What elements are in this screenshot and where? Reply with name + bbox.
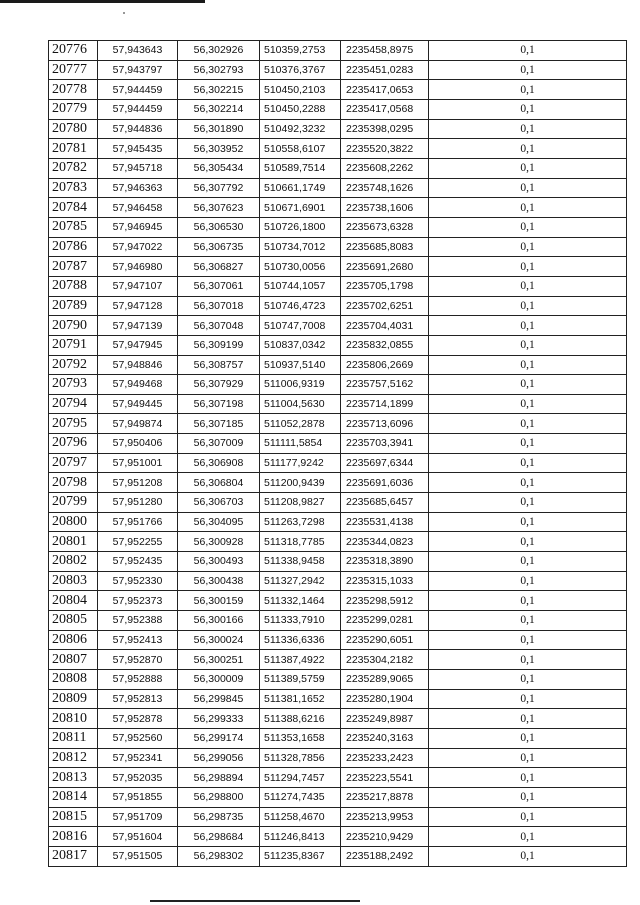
y-coordinate-cell: 2235249,8987 (341, 709, 429, 729)
table-row (49, 80, 627, 100)
table-row (49, 591, 627, 611)
value-cell: 0,1 (429, 414, 627, 434)
latitude-cell: 57,946363 (98, 178, 178, 198)
table-row (49, 296, 627, 316)
longitude-cell: 56,307061 (178, 276, 260, 296)
longitude-cell: 56,298735 (178, 807, 260, 827)
table-row (49, 198, 627, 218)
longitude-cell: 56,307623 (178, 198, 260, 218)
y-coordinate-cell: 2235673,6328 (341, 217, 429, 237)
latitude-cell: 57,943643 (98, 41, 178, 61)
point-id-cell: 20808 (49, 670, 98, 690)
value-cell: 0,1 (429, 335, 627, 355)
latitude-cell: 57,947022 (98, 237, 178, 257)
latitude-cell: 57,947945 (98, 335, 178, 355)
value-cell: 0,1 (429, 158, 627, 178)
y-coordinate-cell: 2235685,6457 (341, 493, 429, 513)
y-coordinate-cell: 2235298,5912 (341, 591, 429, 611)
y-coordinate-cell: 2235318,3890 (341, 552, 429, 572)
point-id-cell: 20804 (49, 591, 98, 611)
y-coordinate-cell: 2235704,4031 (341, 316, 429, 336)
latitude-cell: 57,952255 (98, 532, 178, 552)
y-coordinate-cell: 2235691,2680 (341, 257, 429, 277)
latitude-cell: 57,951604 (98, 827, 178, 847)
bottom-rule (150, 900, 360, 902)
point-id-cell: 20797 (49, 453, 98, 473)
value-cell: 0,1 (429, 237, 627, 257)
y-coordinate-cell: 2235280,1904 (341, 689, 429, 709)
longitude-cell: 56,304095 (178, 512, 260, 532)
point-id-cell: 20784 (49, 198, 98, 218)
y-coordinate-cell: 2235304,2182 (341, 650, 429, 670)
point-id-cell: 20785 (49, 217, 98, 237)
longitude-cell: 56,307198 (178, 394, 260, 414)
latitude-cell: 57,952560 (98, 728, 178, 748)
latitude-cell: 57,952870 (98, 650, 178, 670)
longitude-cell: 56,298302 (178, 846, 260, 866)
point-id-cell: 20803 (49, 571, 98, 591)
point-id-cell: 20812 (49, 748, 98, 768)
x-coordinate-cell: 511389,5759 (260, 670, 341, 690)
y-coordinate-cell: 2235691,6036 (341, 473, 429, 493)
point-id-cell: 20792 (49, 355, 98, 375)
y-coordinate-cell: 2235289,9065 (341, 670, 429, 690)
latitude-cell: 57,951280 (98, 493, 178, 513)
y-coordinate-cell: 2235757,5162 (341, 375, 429, 395)
longitude-cell: 56,306530 (178, 217, 260, 237)
x-coordinate-cell: 511052,2878 (260, 414, 341, 434)
point-id-cell: 20777 (49, 60, 98, 80)
table-row (49, 158, 627, 178)
latitude-cell: 57,946980 (98, 257, 178, 277)
x-coordinate-cell: 510734,7012 (260, 237, 341, 257)
x-coordinate-cell: 510671,6901 (260, 198, 341, 218)
x-coordinate-cell: 510492,3232 (260, 119, 341, 139)
x-coordinate-cell: 510726,1800 (260, 217, 341, 237)
point-id-cell: 20783 (49, 178, 98, 198)
value-cell: 0,1 (429, 807, 627, 827)
y-coordinate-cell: 2235685,8083 (341, 237, 429, 257)
y-coordinate-cell: 2235832,0855 (341, 335, 429, 355)
value-cell: 0,1 (429, 473, 627, 493)
table-row (49, 316, 627, 336)
table-row (49, 787, 627, 807)
longitude-cell: 56,301890 (178, 119, 260, 139)
x-coordinate-cell: 510730,0056 (260, 257, 341, 277)
longitude-cell: 56,302214 (178, 99, 260, 119)
x-coordinate-cell: 511332,1464 (260, 591, 341, 611)
longitude-cell: 56,305434 (178, 158, 260, 178)
y-coordinate-cell: 2235738,1606 (341, 198, 429, 218)
x-coordinate-cell: 510661,1749 (260, 178, 341, 198)
value-cell: 0,1 (429, 552, 627, 572)
value-cell: 0,1 (429, 768, 627, 788)
table-row (49, 512, 627, 532)
latitude-cell: 57,952341 (98, 748, 178, 768)
longitude-cell: 56,302793 (178, 60, 260, 80)
x-coordinate-cell: 511004,5630 (260, 394, 341, 414)
longitude-cell: 56,300928 (178, 532, 260, 552)
table-row (49, 689, 627, 709)
value-cell: 0,1 (429, 709, 627, 729)
longitude-cell: 56,306703 (178, 493, 260, 513)
value-cell: 0,1 (429, 532, 627, 552)
point-id-cell: 20815 (49, 807, 98, 827)
longitude-cell: 56,298684 (178, 827, 260, 847)
x-coordinate-cell: 510837,0342 (260, 335, 341, 355)
x-coordinate-cell: 511200,9439 (260, 473, 341, 493)
table-row (49, 119, 627, 139)
x-coordinate-cell: 511328,7856 (260, 748, 341, 768)
table-row (49, 178, 627, 198)
latitude-cell: 57,951766 (98, 512, 178, 532)
latitude-cell: 57,948846 (98, 355, 178, 375)
latitude-cell: 57,951855 (98, 787, 178, 807)
value-cell: 0,1 (429, 217, 627, 237)
point-id-cell: 20805 (49, 611, 98, 631)
value-cell: 0,1 (429, 748, 627, 768)
table-row (49, 257, 627, 277)
point-id-cell: 20796 (49, 434, 98, 454)
table-row (49, 748, 627, 768)
value-cell: 0,1 (429, 846, 627, 866)
y-coordinate-cell: 2235344,0823 (341, 532, 429, 552)
x-coordinate-cell: 510747,7008 (260, 316, 341, 336)
table-row (49, 473, 627, 493)
longitude-cell: 56,298800 (178, 787, 260, 807)
latitude-cell: 57,947139 (98, 316, 178, 336)
x-coordinate-cell: 510558,6107 (260, 139, 341, 159)
x-coordinate-cell: 511318,7785 (260, 532, 341, 552)
x-coordinate-cell: 511006,9319 (260, 375, 341, 395)
value-cell: 0,1 (429, 375, 627, 395)
table-row (49, 60, 627, 80)
x-coordinate-cell: 510450,2103 (260, 80, 341, 100)
point-id-cell: 20793 (49, 375, 98, 395)
latitude-cell: 57,949468 (98, 375, 178, 395)
y-coordinate-cell: 2235451,0283 (341, 60, 429, 80)
table-row (49, 768, 627, 788)
value-cell: 0,1 (429, 296, 627, 316)
value-cell: 0,1 (429, 41, 627, 61)
value-cell: 0,1 (429, 630, 627, 650)
value-cell: 0,1 (429, 434, 627, 454)
value-cell: 0,1 (429, 80, 627, 100)
point-id-cell: 20788 (49, 276, 98, 296)
longitude-cell: 56,307018 (178, 296, 260, 316)
latitude-cell: 57,947128 (98, 296, 178, 316)
value-cell: 0,1 (429, 257, 627, 277)
point-id-cell: 20776 (49, 41, 98, 61)
latitude-cell: 57,951505 (98, 846, 178, 866)
point-id-cell: 20813 (49, 768, 98, 788)
x-coordinate-cell: 511258,4670 (260, 807, 341, 827)
latitude-cell: 57,949445 (98, 394, 178, 414)
y-coordinate-cell: 2235417,0568 (341, 99, 429, 119)
longitude-cell: 56,300024 (178, 630, 260, 650)
value-cell: 0,1 (429, 591, 627, 611)
point-id-cell: 20810 (49, 709, 98, 729)
x-coordinate-cell: 511338,9458 (260, 552, 341, 572)
point-id-cell: 20790 (49, 316, 98, 336)
value-cell: 0,1 (429, 728, 627, 748)
latitude-cell: 57,952435 (98, 552, 178, 572)
y-coordinate-cell: 2235417,0653 (341, 80, 429, 100)
x-coordinate-cell: 511327,2942 (260, 571, 341, 591)
latitude-cell: 57,944459 (98, 99, 178, 119)
table-row (49, 139, 627, 159)
point-id-cell: 20786 (49, 237, 98, 257)
y-coordinate-cell: 2235713,6096 (341, 414, 429, 434)
x-coordinate-cell: 511235,8367 (260, 846, 341, 866)
point-id-cell: 20799 (49, 493, 98, 513)
longitude-cell: 56,306827 (178, 257, 260, 277)
longitude-cell: 56,306735 (178, 237, 260, 257)
latitude-cell: 57,952373 (98, 591, 178, 611)
table-row (49, 335, 627, 355)
value-cell: 0,1 (429, 355, 627, 375)
x-coordinate-cell: 511246,8413 (260, 827, 341, 847)
value-cell: 0,1 (429, 787, 627, 807)
longitude-cell: 56,300251 (178, 650, 260, 670)
latitude-cell: 57,951709 (98, 807, 178, 827)
latitude-cell: 57,944836 (98, 119, 178, 139)
y-coordinate-cell: 2235398,0295 (341, 119, 429, 139)
y-coordinate-cell: 2235748,1626 (341, 178, 429, 198)
longitude-cell: 56,299174 (178, 728, 260, 748)
longitude-cell: 56,307048 (178, 316, 260, 336)
value-cell: 0,1 (429, 119, 627, 139)
value-cell: 0,1 (429, 689, 627, 709)
latitude-cell: 57,952888 (98, 670, 178, 690)
table-row (49, 611, 627, 631)
table-row (49, 552, 627, 572)
latitude-cell: 57,946945 (98, 217, 178, 237)
longitude-cell: 56,302215 (178, 80, 260, 100)
longitude-cell: 56,309199 (178, 335, 260, 355)
value-cell: 0,1 (429, 650, 627, 670)
x-coordinate-cell: 510744,1057 (260, 276, 341, 296)
y-coordinate-cell: 2235217,8878 (341, 787, 429, 807)
table-row (49, 728, 627, 748)
value-cell: 0,1 (429, 493, 627, 513)
longitude-cell: 56,299845 (178, 689, 260, 709)
x-coordinate-cell: 511353,1658 (260, 728, 341, 748)
x-coordinate-cell: 510450,2288 (260, 99, 341, 119)
point-id-cell: 20787 (49, 257, 98, 277)
point-id-cell: 20780 (49, 119, 98, 139)
x-coordinate-cell: 511177,9242 (260, 453, 341, 473)
longitude-cell: 56,306908 (178, 453, 260, 473)
table-row (49, 434, 627, 454)
value-cell: 0,1 (429, 453, 627, 473)
latitude-cell: 57,950406 (98, 434, 178, 454)
point-id-cell: 20794 (49, 394, 98, 414)
point-id-cell: 20791 (49, 335, 98, 355)
y-coordinate-cell: 2235806,2669 (341, 355, 429, 375)
value-cell: 0,1 (429, 276, 627, 296)
longitude-cell: 56,307792 (178, 178, 260, 198)
table-row (49, 375, 627, 395)
longitude-cell: 56,299056 (178, 748, 260, 768)
longitude-cell: 56,307009 (178, 434, 260, 454)
top-rule (0, 0, 205, 3)
latitude-cell: 57,952878 (98, 709, 178, 729)
latitude-cell: 57,952813 (98, 689, 178, 709)
x-coordinate-cell: 511294,7457 (260, 768, 341, 788)
table-body (49, 41, 627, 867)
table-row (49, 99, 627, 119)
latitude-cell: 57,952413 (98, 630, 178, 650)
point-id-cell: 20814 (49, 787, 98, 807)
x-coordinate-cell: 511333,7910 (260, 611, 341, 631)
value-cell: 0,1 (429, 139, 627, 159)
y-coordinate-cell: 2235714,1899 (341, 394, 429, 414)
y-coordinate-cell: 2235608,2262 (341, 158, 429, 178)
latitude-cell: 57,943797 (98, 60, 178, 80)
y-coordinate-cell: 2235703,3941 (341, 434, 429, 454)
latitude-cell: 57,944459 (98, 80, 178, 100)
x-coordinate-cell: 511381,1652 (260, 689, 341, 709)
latitude-cell: 57,945435 (98, 139, 178, 159)
x-coordinate-cell: 511208,9827 (260, 493, 341, 513)
y-coordinate-cell: 2235210,9429 (341, 827, 429, 847)
latitude-cell: 57,947107 (98, 276, 178, 296)
table-row (49, 807, 627, 827)
longitude-cell: 56,307185 (178, 414, 260, 434)
y-coordinate-cell: 2235233,2423 (341, 748, 429, 768)
value-cell: 0,1 (429, 571, 627, 591)
point-id-cell: 20816 (49, 827, 98, 847)
value-cell: 0,1 (429, 60, 627, 80)
longitude-cell: 56,300493 (178, 552, 260, 572)
x-coordinate-cell: 511388,6216 (260, 709, 341, 729)
point-id-cell: 20806 (49, 630, 98, 650)
table-row (49, 827, 627, 847)
point-id-cell: 20807 (49, 650, 98, 670)
coordinates-table (48, 40, 627, 867)
latitude-cell: 57,952330 (98, 571, 178, 591)
table-row (49, 394, 627, 414)
y-coordinate-cell: 2235315,1033 (341, 571, 429, 591)
table-row (49, 846, 627, 866)
point-id-cell: 20801 (49, 532, 98, 552)
y-coordinate-cell: 2235531,4138 (341, 512, 429, 532)
x-coordinate-cell: 510937,5140 (260, 355, 341, 375)
point-id-cell: 20778 (49, 80, 98, 100)
table-row (49, 276, 627, 296)
x-coordinate-cell: 510376,3767 (260, 60, 341, 80)
table-row (49, 709, 627, 729)
y-coordinate-cell: 2235697,6344 (341, 453, 429, 473)
table-row (49, 493, 627, 513)
table-row (49, 630, 627, 650)
latitude-cell: 57,951001 (98, 453, 178, 473)
y-coordinate-cell: 2235223,5541 (341, 768, 429, 788)
value-cell: 0,1 (429, 394, 627, 414)
y-coordinate-cell: 2235213,9953 (341, 807, 429, 827)
table-row (49, 414, 627, 434)
longitude-cell: 56,307929 (178, 375, 260, 395)
y-coordinate-cell: 2235702,6251 (341, 296, 429, 316)
value-cell: 0,1 (429, 670, 627, 690)
longitude-cell: 56,303952 (178, 139, 260, 159)
longitude-cell: 56,299333 (178, 709, 260, 729)
x-coordinate-cell: 511263,7298 (260, 512, 341, 532)
point-id-cell: 20809 (49, 689, 98, 709)
x-coordinate-cell: 511387,4922 (260, 650, 341, 670)
longitude-cell: 56,300166 (178, 611, 260, 631)
table-row (49, 217, 627, 237)
table-row (49, 532, 627, 552)
table-row (49, 571, 627, 591)
value-cell: 0,1 (429, 99, 627, 119)
longitude-cell: 56,300438 (178, 571, 260, 591)
scan-mark (123, 12, 125, 14)
table-row (49, 41, 627, 61)
y-coordinate-cell: 2235299,0281 (341, 611, 429, 631)
point-id-cell: 20811 (49, 728, 98, 748)
y-coordinate-cell: 2235290,6051 (341, 630, 429, 650)
point-id-cell: 20800 (49, 512, 98, 532)
latitude-cell: 57,952035 (98, 768, 178, 788)
y-coordinate-cell: 2235705,1798 (341, 276, 429, 296)
latitude-cell: 57,951208 (98, 473, 178, 493)
table-row (49, 650, 627, 670)
value-cell: 0,1 (429, 611, 627, 631)
x-coordinate-cell: 510359,2753 (260, 41, 341, 61)
point-id-cell: 20817 (49, 846, 98, 866)
latitude-cell: 57,945718 (98, 158, 178, 178)
latitude-cell: 57,949874 (98, 414, 178, 434)
y-coordinate-cell: 2235520,3822 (341, 139, 429, 159)
longitude-cell: 56,298894 (178, 768, 260, 788)
y-coordinate-cell: 2235188,2492 (341, 846, 429, 866)
value-cell: 0,1 (429, 512, 627, 532)
point-id-cell: 20782 (49, 158, 98, 178)
longitude-cell: 56,302926 (178, 41, 260, 61)
point-id-cell: 20802 (49, 552, 98, 572)
value-cell: 0,1 (429, 178, 627, 198)
latitude-cell: 57,952388 (98, 611, 178, 631)
longitude-cell: 56,300159 (178, 591, 260, 611)
point-id-cell: 20781 (49, 139, 98, 159)
latitude-cell: 57,946458 (98, 198, 178, 218)
x-coordinate-cell: 511111,5854 (260, 434, 341, 454)
table-row (49, 355, 627, 375)
table-row (49, 670, 627, 690)
value-cell: 0,1 (429, 316, 627, 336)
longitude-cell: 56,306804 (178, 473, 260, 493)
longitude-cell: 56,300009 (178, 670, 260, 690)
point-id-cell: 20798 (49, 473, 98, 493)
x-coordinate-cell: 510589,7514 (260, 158, 341, 178)
point-id-cell: 20779 (49, 99, 98, 119)
x-coordinate-cell: 510746,4723 (260, 296, 341, 316)
y-coordinate-cell: 2235458,8975 (341, 41, 429, 61)
longitude-cell: 56,308757 (178, 355, 260, 375)
table-row (49, 453, 627, 473)
table-row (49, 237, 627, 257)
x-coordinate-cell: 511336,6336 (260, 630, 341, 650)
y-coordinate-cell: 2235240,3163 (341, 728, 429, 748)
point-id-cell: 20795 (49, 414, 98, 434)
value-cell: 0,1 (429, 198, 627, 218)
point-id-cell: 20789 (49, 296, 98, 316)
x-coordinate-cell: 511274,7435 (260, 787, 341, 807)
value-cell: 0,1 (429, 827, 627, 847)
